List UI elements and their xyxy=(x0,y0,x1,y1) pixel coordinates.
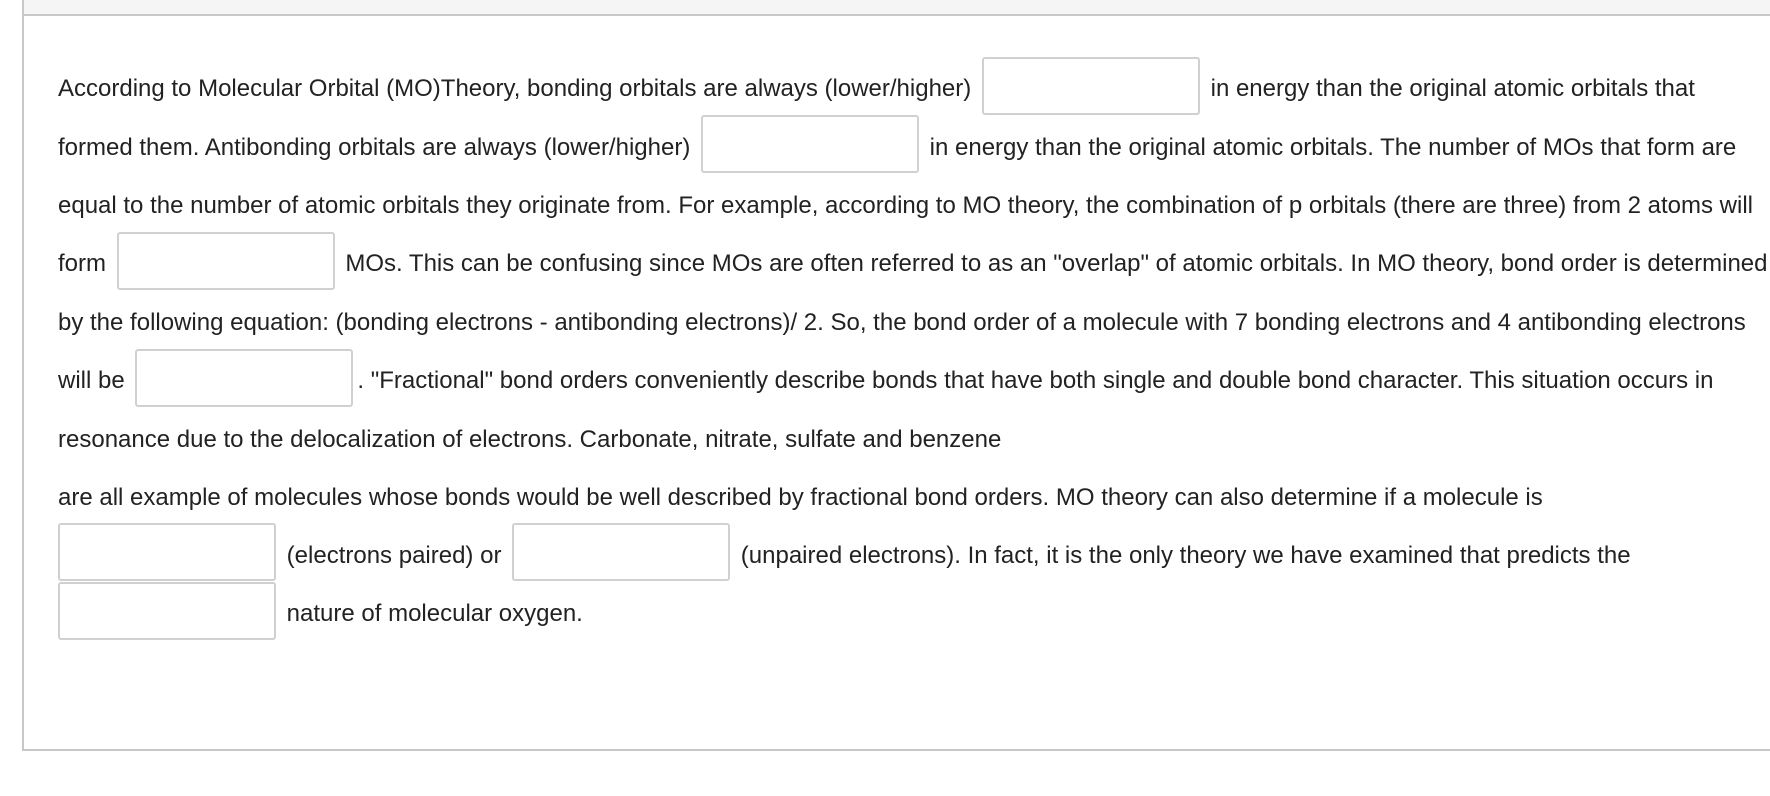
question-segment-7: (unpaired electrons). In fact, it is the only theory we have examined that predicts the xyxy=(740,541,1631,569)
question-panel xyxy=(22,0,1770,751)
answer-blank-oxygen-nature[interactable] xyxy=(58,582,276,640)
question-segment-3: in energy than the original atomic orbitals. The number of MOs that form are equal to the number of atomic orbitals they originate from. For example, according to MO theory, the combination of p orbitals (there are three) from 2 atoms will form xyxy=(58,133,1753,278)
answer-blank-paired-term[interactable] xyxy=(58,523,276,581)
question-segment-5a: . "Fractional" bond orders conveniently describe bonds that have both single and double bond character. This situation occurs in resonance due to the delocalization of electrons. Carbonate, nitrate, sulfate and benzene xyxy=(58,366,1714,453)
answer-blank-bond-order[interactable] xyxy=(135,349,353,407)
question-segment-5b: are all example of molecules whose bonds would be well described by fractional bond orders. MO theory can also determine if a molecule is xyxy=(58,483,1543,511)
question-segment-6: (electrons paired) or xyxy=(286,541,502,569)
question-segment-4: MOs. This can be confusing since MOs are often referred to as an "overlap" of atomic orbitals. In MO theory, bond order is determined by the following equation: (bonding electrons - antibonding electrons)/ 2. So, the bond order of a molecule with 7 bonding electrons and 4 antibonding electrons will be xyxy=(58,250,1768,394)
answer-blank-unpaired-term[interactable] xyxy=(512,523,730,581)
answer-blank-antibonding-energy[interactable] xyxy=(701,115,919,173)
question-text xyxy=(58,60,1768,644)
question-segment-2: in energy than the original atomic orbitals that formed them. Antibonding orbitals are always (lower/higher) xyxy=(58,75,1695,161)
answer-blank-mo-count[interactable] xyxy=(117,232,335,290)
question-segment-1: According to Molecular Orbital (MO)Theory, bonding orbitals are always (lower/higher) xyxy=(58,75,972,102)
question-segment-8: nature of molecular oxygen. xyxy=(286,600,583,628)
panel-top-strip xyxy=(24,0,1770,16)
answer-blank-bonding-energy[interactable] xyxy=(982,57,1200,115)
